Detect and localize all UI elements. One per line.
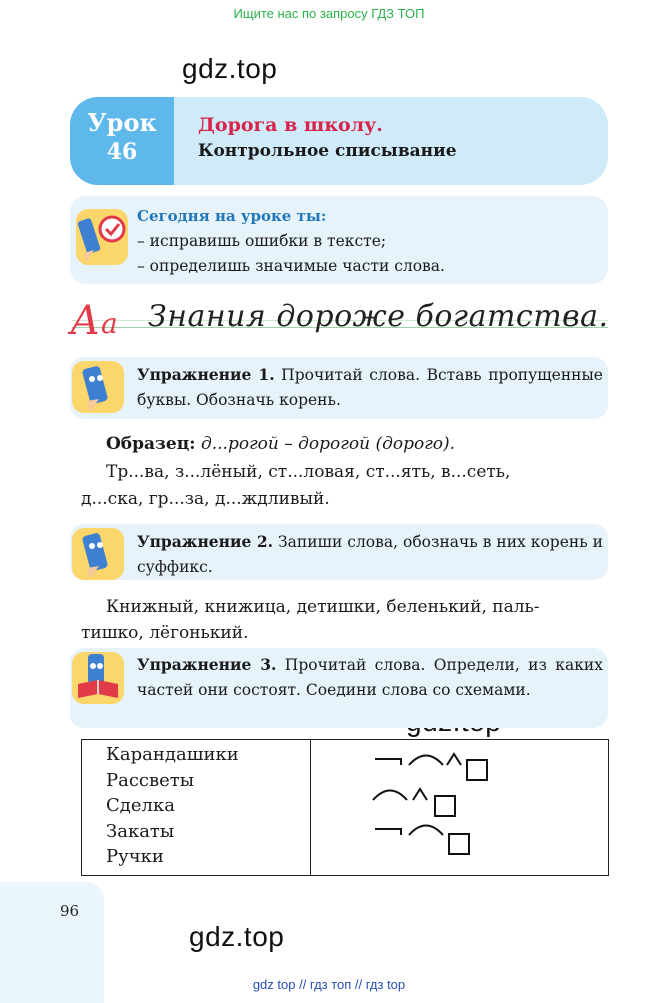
sample-text: д...рогой – дорогой (дорого).	[200, 434, 456, 454]
top-search-note[interactable]: Ищите нас по запросу ГДЗ ТОП	[233, 6, 425, 21]
exercise-2-text: Запиши слова, обозначь в них корень и суффикс.	[137, 533, 603, 576]
scheme-prefix-root-suffix-ending	[375, 754, 487, 780]
exercise-1-instructions	[137, 362, 603, 413]
lesson-number: 46	[106, 139, 138, 165]
page-number: 96	[60, 902, 80, 920]
exercise-1-label: Упражнение 1.	[137, 365, 275, 384]
bottom-links[interactable]: gdz top // гдз топ // гдз top	[252, 977, 406, 992]
word-item: Закаты	[106, 820, 175, 842]
cursive-letter-small: а	[101, 307, 118, 340]
schemes-column	[311, 740, 609, 876]
cursive-letter-big: А	[70, 298, 101, 344]
exercise-3-text: Прочитай слова. Определи, из каких частей они состоят. Соедини слова со схемами.	[137, 656, 603, 699]
scheme-prefix-root-ending	[375, 826, 469, 855]
word-schemes	[311, 740, 607, 870]
goal-item: – определишь значимые части слова.	[137, 257, 445, 275]
lesson-label: Урок	[87, 108, 157, 137]
word-item: Карандашики	[106, 744, 239, 765]
scheme-root-suffix-ending	[373, 789, 455, 816]
words-column	[82, 740, 311, 876]
word-scheme-table	[81, 739, 609, 876]
word-item: Ручки	[106, 846, 164, 867]
pencil-reading-book-icon	[70, 650, 126, 706]
watermark: gdz.top	[182, 53, 278, 84]
lesson-badge	[70, 97, 174, 185]
exercise-3-instructions	[137, 652, 603, 703]
watermark: gdz.top	[189, 921, 285, 952]
exercise-2-words: Книжный, книжица, детишки, беленький, паль-	[106, 597, 540, 617]
exercise-1-text: Прочитай слова. Вставь пропущенные буквы. Обозначь корень.	[137, 366, 603, 409]
goal-item: – исправишь ошибки в тексте;	[137, 232, 387, 250]
pencil-checkmark-icon	[72, 205, 130, 267]
exercise-1-sample	[106, 431, 455, 458]
cursive-proverb: Знания дороже богатства.	[148, 299, 609, 334]
goals-heading: Сегодня на уроке ты:	[137, 207, 327, 225]
exercise-2-label: Упражнение 2.	[137, 532, 273, 551]
word-item: Сделка	[106, 795, 175, 816]
word-item: Рассветы	[106, 769, 195, 791]
exercise-2-instructions	[137, 529, 603, 580]
lesson-subtitle: Контрольное списывание	[198, 141, 457, 161]
exercise-3-label: Упражнение 3.	[137, 655, 277, 674]
exercise-1-words: Тр...ва, з...лёный, ст...ловая, ст...ять, в...сеть,	[106, 462, 511, 482]
lesson-title: Дорога в школу.	[198, 114, 383, 136]
pencil-mascot-icon	[70, 359, 126, 415]
exercise-2-words: тишко, лёгонький.	[81, 623, 249, 643]
sample-label: Образец:	[106, 434, 196, 454]
exercise-1-words: д...ска, гр...за, д...ждливый.	[81, 489, 330, 509]
pencil-mascot-icon	[70, 526, 126, 582]
